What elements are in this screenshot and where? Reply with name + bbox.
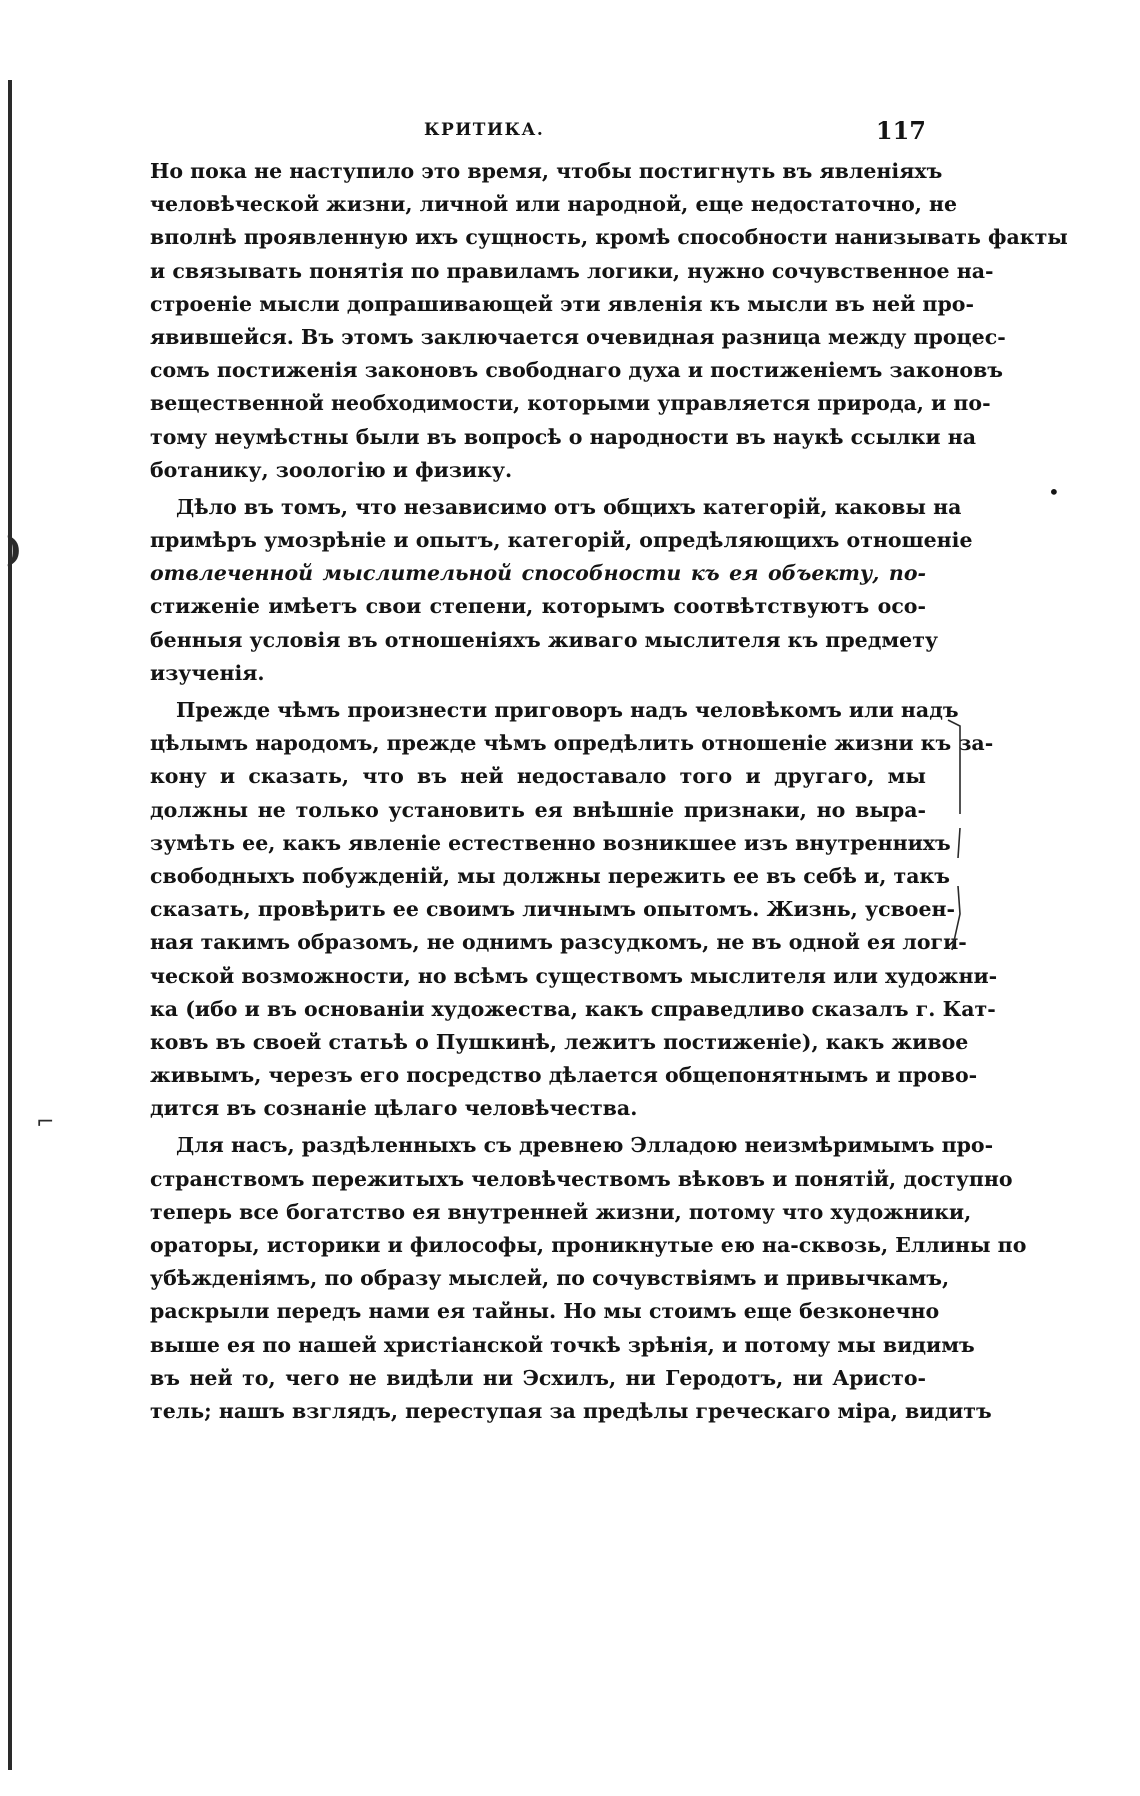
text-line: дится въ сознаніе цѣлаго человѣчества.	[150, 1096, 638, 1121]
text-line: тель; нашъ взглядъ, переступая за предѣлы греческаго міра, видитъ	[150, 1398, 992, 1423]
text-line: странствомъ пережитыхъ человѣчествомъ вѣковъ и понятій, доступно	[150, 1166, 1013, 1191]
text-line: ботанику, зоологію и физику.	[150, 457, 513, 482]
text-line: вполнѣ проявленную ихъ сущность, кромѣ способности нанизывать факты	[150, 225, 1068, 250]
text-line: цѣлымъ народомъ, прежде чѣмъ опредѣлить отношеніе жизни къ за-	[150, 731, 994, 756]
text-line: теперь все богатство ея внутренней жизни, потому что художники,	[150, 1199, 972, 1224]
text-line: сомъ постиженія законовъ свободнаго духа и постиженіемъ законовъ	[150, 358, 1003, 383]
paragraph	[150, 1129, 1027, 1428]
text-line: выше ея по нашей христіанской точкѣ зрѣнія, и потому мы видимъ	[150, 1332, 975, 1357]
text-line: зумѣть ее, какъ явленіе естественно возникшее изъ внутреннихъ	[150, 830, 951, 855]
running-head	[150, 116, 926, 146]
paragraph	[150, 491, 973, 690]
text-line: должны не только установить ея внѣшніе признаки, но выра-	[150, 797, 926, 822]
text-line: ная такимъ образомъ, не однимъ разсудкомъ, не въ одной ея логи-	[150, 930, 967, 955]
text-line: Прежде чѣмъ произнести приговоръ надъ человѣкомъ или надъ	[176, 698, 959, 722]
text-line: кону и сказать, что въ ней недоставало того и другаго, мы	[150, 764, 926, 789]
margin-bracket-mark	[946, 718, 964, 954]
text-line: ковъ въ своей статьѣ о Пушкинѣ, лежитъ постиженіе), какъ живое	[150, 1029, 969, 1054]
edge-mark: ⌐	[36, 1110, 55, 1135]
text-line: ческой возможности, но всѣмъ существомъ мыслителя или художни-	[150, 963, 998, 988]
text-line: живымъ, черезъ его посредство дѣлается общепонятнымъ и прово-	[150, 1063, 978, 1088]
text-line: ка (ибо и въ основаніи художества, какъ справедливо сказалъ г. Кат-	[150, 996, 996, 1021]
page-number: 117	[875, 116, 926, 145]
text-line: Но пока не наступило это время, чтобы постигнуть въ явленіяхъ	[150, 159, 943, 183]
text-line: человѣческой жизни, личной или народной, еще недостаточно, не	[150, 192, 958, 217]
edge-mark: )	[6, 530, 23, 570]
text-line: ораторы, историки и философы, проникнутые ею на-сквозь, Еллины по	[150, 1233, 1027, 1257]
text-line: свободныхъ побужденій, мы должны пережить ее въ себѣ и, такъ	[150, 863, 951, 888]
text-line: Для насъ, раздѣленныхъ съ древнею Элладою неизмѣримымъ про-	[176, 1133, 994, 1158]
paragraph	[150, 155, 1068, 487]
text-line: стиженіе имѣетъ свои степени, которымъ соотвѣтствуютъ осо-	[150, 594, 926, 619]
text-line: раскрыли передъ нами ея тайны. Но мы стоимъ еще безконечно	[150, 1299, 940, 1324]
page-edge-line	[8, 80, 12, 1770]
text-line: примѣръ умозрѣніе и опытъ, категорій, опредѣляющихъ отношеніе	[150, 528, 973, 553]
text-line: и связывать понятія по правиламъ логики, нужно сочувственное на-	[150, 258, 994, 283]
text-line: изученія.	[150, 660, 265, 685]
text-line: сказать, провѣрить ее своимъ личнымъ опытомъ. Жизнь, усвоен-	[150, 897, 956, 922]
text-line: въ ней то, чего не видѣли ни Эсхилъ, ни Геродотъ, ни Аристо-	[150, 1365, 926, 1390]
paragraph	[150, 694, 998, 1125]
running-title: КРИТИКА.	[424, 120, 545, 140]
text-line: бенныя условія въ отношеніяхъ живаго мыслителя къ предмету	[150, 627, 939, 652]
bullet-mark: •	[1048, 480, 1060, 504]
body-text	[150, 155, 1068, 1432]
text-line-emphasis: отвлеченной мыслительной способности къ ея объекту, по-	[150, 561, 926, 586]
text-line: явившейся. Въ этомъ заключается очевидная разница между процес-	[150, 324, 1006, 349]
text-line: вещественной необходимости, которыми управляется природа, и по-	[150, 391, 991, 416]
text-line: Дѣло въ томъ, что независимо отъ общихъ категорій, каковы на	[176, 494, 962, 519]
text-line: строеніе мысли допрашивающей эти явленія къ мысли въ ней про-	[150, 291, 974, 316]
text-line: тому неумѣстны были въ вопросѣ о народности въ наукѣ ссылки на	[150, 424, 977, 449]
text-line: убѣжденіямъ, по образу мыслей, по сочувствіямъ и привычкамъ,	[150, 1266, 950, 1291]
